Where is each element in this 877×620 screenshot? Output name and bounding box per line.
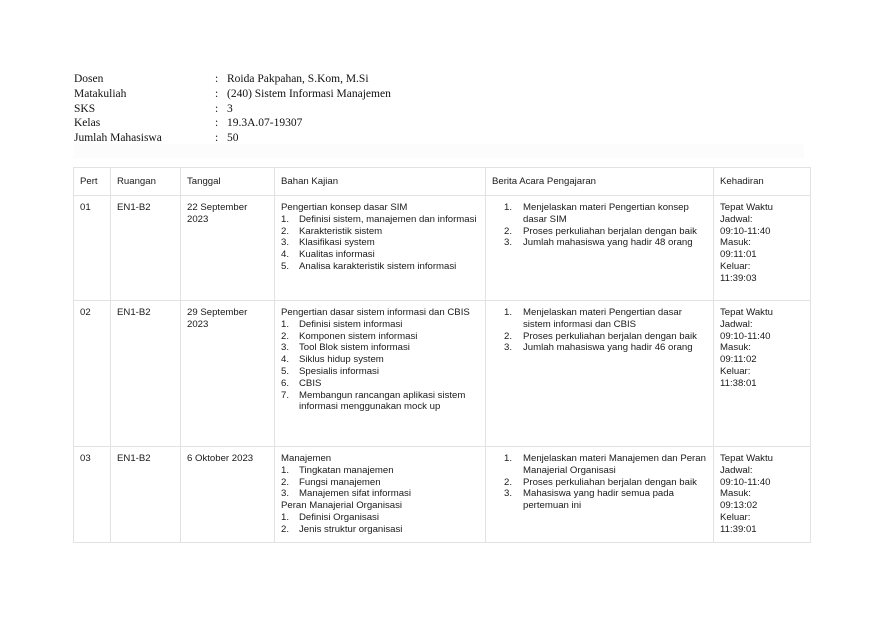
kehadiran-jadwal: 09:10-11:40 bbox=[720, 330, 771, 342]
kehadiran-jadwal: 09:10-11:40 bbox=[720, 225, 771, 237]
cell-berita-acara bbox=[486, 301, 714, 447]
info-label: SKS bbox=[74, 102, 96, 115]
kehadiran-masuk: 09:11:02 bbox=[720, 354, 757, 366]
list-text: Menjelaskan materi Manajemen dan Peran Manajerial Organisasi bbox=[523, 453, 706, 476]
list-item bbox=[281, 261, 479, 273]
berita-list bbox=[492, 202, 707, 249]
list-text: Komponen sistem informasi bbox=[299, 330, 418, 342]
list-number: 3. bbox=[281, 237, 290, 249]
cell-pert: 01 bbox=[74, 196, 111, 301]
list-item bbox=[504, 237, 707, 249]
list-number: 3. bbox=[281, 342, 290, 354]
list-number: 3. bbox=[504, 488, 513, 500]
teaching-report-table bbox=[73, 167, 811, 543]
list-number: 4. bbox=[281, 354, 290, 366]
list-text: Membangun rancangan aplikasi sistem informasi menggunakan mock up bbox=[299, 389, 466, 413]
info-label: Dosen bbox=[74, 73, 104, 85]
list-item bbox=[504, 202, 707, 226]
header-kehadiran: Kehadiran bbox=[714, 168, 811, 196]
header-band bbox=[74, 144, 804, 158]
list-number: 2. bbox=[504, 476, 513, 488]
table-row bbox=[74, 196, 811, 301]
kehadiran-jadwal-label: Jadwal: bbox=[720, 318, 753, 330]
info-colon: : bbox=[215, 73, 219, 85]
list-item bbox=[504, 342, 707, 354]
list-item bbox=[281, 249, 479, 261]
list-item bbox=[504, 307, 707, 331]
list-item bbox=[281, 366, 479, 378]
cell-kehadiran bbox=[714, 301, 811, 447]
berita-list bbox=[492, 453, 707, 512]
info-row-sks bbox=[74, 102, 391, 117]
list-number: 5. bbox=[281, 365, 290, 377]
info-colon: : bbox=[215, 87, 219, 100]
list-text: Kualitas informasi bbox=[299, 249, 375, 261]
kehadiran-status: Tepat Waktu bbox=[720, 307, 773, 318]
kehadiran-masuk-label: Masuk: bbox=[720, 488, 751, 500]
bahan-topic-list bbox=[281, 465, 479, 500]
list-item bbox=[281, 524, 479, 536]
list-item bbox=[281, 214, 479, 226]
list-text: Tingkatan manajemen bbox=[299, 464, 394, 476]
list-text: Proses perkuliahan berjalan dengan baik bbox=[523, 476, 697, 488]
list-item bbox=[281, 319, 479, 331]
info-value: 3 bbox=[227, 102, 233, 115]
kehadiran-jadwal-label: Jadwal: bbox=[720, 464, 753, 476]
list-text: Jenis struktur organisasi bbox=[299, 523, 403, 535]
table-header-row bbox=[74, 168, 811, 196]
list-number: 5. bbox=[281, 260, 290, 272]
list-number: 1. bbox=[281, 511, 290, 523]
bahan-topic-list bbox=[281, 319, 479, 413]
kehadiran-keluar: 11:39:03 bbox=[720, 272, 757, 284]
list-number: 2. bbox=[281, 330, 290, 342]
list-number: 1. bbox=[281, 464, 290, 476]
cell-berita-acara bbox=[486, 196, 714, 301]
list-text: Fungsi manajemen bbox=[299, 476, 381, 488]
kehadiran-keluar-label: Keluar: bbox=[720, 365, 751, 377]
list-item bbox=[281, 378, 479, 390]
list-text: CBIS bbox=[299, 377, 322, 389]
kehadiran-keluar-label: Keluar: bbox=[720, 511, 751, 523]
kehadiran-masuk-label: Masuk: bbox=[720, 237, 751, 249]
header-ruangan: Ruangan bbox=[111, 168, 181, 196]
list-number: 1. bbox=[281, 318, 290, 330]
bahan-topic-title: Pengertian dasar sistem informasi dan CBIS bbox=[281, 307, 470, 318]
cell-bahan-kajian bbox=[275, 301, 486, 447]
list-number: 2. bbox=[281, 476, 290, 488]
list-item bbox=[281, 512, 479, 524]
cell-ruangan: EN1-B2 bbox=[111, 301, 181, 447]
list-number: 3. bbox=[281, 488, 290, 500]
bahan-topic-title: Pengertian konsep dasar SIM bbox=[281, 202, 408, 213]
list-number: 2. bbox=[504, 330, 513, 342]
info-row-dosen bbox=[74, 72, 391, 87]
list-item bbox=[281, 342, 479, 354]
list-number: 3. bbox=[504, 342, 513, 354]
list-text: Definisi sistem informasi bbox=[299, 318, 403, 330]
cell-pert: 03 bbox=[74, 447, 111, 543]
course-info bbox=[74, 72, 391, 146]
info-value: 50 bbox=[227, 132, 239, 145]
list-text: Mahasiswa yang hadir semua pada pertemuan ini bbox=[523, 488, 674, 512]
list-text: Proses perkuliahan berjalan dengan baik bbox=[523, 225, 697, 237]
header-berita-acara: Berita Acara Pengajaran bbox=[486, 168, 714, 196]
header-bahan-kajian: Bahan Kajian bbox=[275, 168, 486, 196]
list-number: 2. bbox=[504, 225, 513, 237]
list-item bbox=[504, 488, 707, 512]
kehadiran-keluar: 11:38:01 bbox=[720, 377, 757, 389]
list-number: 7. bbox=[281, 389, 290, 401]
info-label: Kelas bbox=[74, 117, 101, 130]
list-item bbox=[504, 477, 707, 489]
list-text: Proses perkuliahan berjalan dengan baik bbox=[523, 330, 697, 342]
list-item bbox=[281, 477, 479, 489]
list-text: Klasifikasi system bbox=[299, 237, 375, 249]
list-text: Menjelaskan materi Pengertian dasar sistem informasi dan CBIS bbox=[523, 307, 682, 330]
list-number: 2. bbox=[281, 225, 290, 237]
list-item bbox=[504, 453, 707, 477]
bahan-topic-title: Manajemen bbox=[281, 453, 332, 464]
info-colon: : bbox=[215, 102, 219, 115]
list-text: Manajemen sifat informasi bbox=[299, 488, 411, 500]
bahan-topic-list bbox=[281, 512, 479, 536]
list-item bbox=[281, 237, 479, 249]
list-text: Spesialis informasi bbox=[299, 365, 379, 377]
list-number: 1. bbox=[504, 202, 513, 213]
list-item bbox=[281, 465, 479, 477]
list-text: Menjelaskan materi Pengertian konsep dasar SIM bbox=[523, 202, 689, 225]
list-item bbox=[504, 331, 707, 343]
list-item bbox=[281, 390, 479, 414]
list-item bbox=[281, 226, 479, 238]
list-number: 1. bbox=[504, 307, 513, 318]
info-value: 19.3A.07-19307 bbox=[227, 117, 303, 130]
list-item bbox=[504, 226, 707, 238]
cell-ruangan: EN1-B2 bbox=[111, 196, 181, 301]
info-value: Roida Pakpahan, S.Kom, M.Si bbox=[227, 73, 369, 85]
kehadiran-keluar-label: Keluar: bbox=[720, 260, 751, 272]
list-number: 1. bbox=[504, 453, 513, 464]
bahan-topic-list bbox=[281, 214, 479, 273]
list-number: 3. bbox=[504, 237, 513, 249]
table-body bbox=[74, 196, 811, 543]
list-text: Tool Blok sistem informasi bbox=[299, 342, 410, 354]
list-text: Definisi sistem, manajemen dan informasi bbox=[299, 213, 477, 225]
berita-list bbox=[492, 307, 707, 354]
table-row bbox=[74, 447, 811, 543]
cell-kehadiran bbox=[714, 196, 811, 301]
list-text: Jumlah mahasiswa yang hadir 46 orang bbox=[523, 342, 693, 354]
table-row bbox=[74, 301, 811, 447]
kehadiran-status: Tepat Waktu bbox=[720, 202, 773, 213]
kehadiran-keluar: 11:39:01 bbox=[720, 523, 757, 535]
list-text: Siklus hidup system bbox=[299, 354, 384, 366]
cell-berita-acara bbox=[486, 447, 714, 543]
kehadiran-status: Tepat Waktu bbox=[720, 453, 773, 464]
kehadiran-masuk-label: Masuk: bbox=[720, 342, 751, 354]
cell-tanggal: 22 September 2023 bbox=[181, 196, 275, 301]
list-number: 1. bbox=[281, 213, 290, 225]
list-item bbox=[281, 354, 479, 366]
list-text: Definisi Organisasi bbox=[299, 511, 379, 523]
info-colon: : bbox=[215, 117, 219, 130]
info-row-kelas bbox=[74, 116, 391, 131]
bahan-topic-title: Peran Manajerial Organisasi bbox=[281, 500, 403, 512]
cell-ruangan: EN1-B2 bbox=[111, 447, 181, 543]
cell-kehadiran bbox=[714, 447, 811, 543]
cell-bahan-kajian bbox=[275, 196, 486, 301]
cell-tanggal: 29 September 2023 bbox=[181, 301, 275, 447]
cell-pert: 02 bbox=[74, 301, 111, 447]
cell-bahan-kajian bbox=[275, 447, 486, 543]
list-item bbox=[281, 488, 479, 500]
kehadiran-jadwal-label: Jadwal: bbox=[720, 213, 753, 225]
info-label: Matakuliah bbox=[74, 87, 127, 100]
list-text: Jumlah mahasiswa yang hadir 48 orang bbox=[523, 237, 693, 249]
info-colon: : bbox=[215, 132, 219, 145]
list-number: 4. bbox=[281, 249, 290, 261]
kehadiran-masuk: 09:13:02 bbox=[720, 500, 758, 512]
list-number: 2. bbox=[281, 523, 290, 535]
list-item bbox=[281, 331, 479, 343]
list-text: Analisa karakteristik sistem informasi bbox=[299, 260, 457, 272]
list-number: 6. bbox=[281, 377, 290, 389]
kehadiran-jadwal: 09:10-11:40 bbox=[720, 476, 771, 488]
cell-tanggal: 6 Oktober 2023 bbox=[181, 447, 275, 543]
header-tanggal: Tanggal bbox=[181, 168, 275, 196]
info-value: (240) Sistem Informasi Manajemen bbox=[227, 87, 391, 100]
info-label: Jumlah Mahasiswa bbox=[74, 132, 162, 145]
kehadiran-masuk: 09:11:01 bbox=[720, 249, 757, 261]
header-pert: Pert bbox=[74, 168, 111, 196]
list-text: Karakteristik sistem bbox=[299, 225, 383, 237]
info-row-matakuliah bbox=[74, 87, 391, 102]
